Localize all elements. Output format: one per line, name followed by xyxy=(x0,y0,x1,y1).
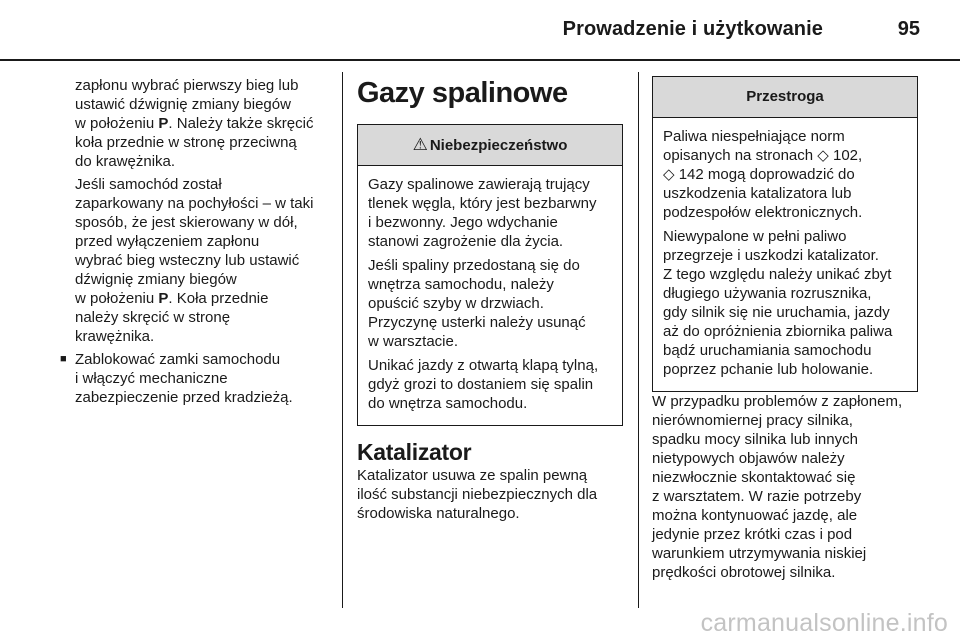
caution-box xyxy=(652,76,918,392)
watermark: carmanualsonline.info xyxy=(700,609,948,637)
caution-para-1: Paliwa niespełniające norm opisanych na stronach ◇ 102, ◇ 142 mogą doprowadzić do uszkodzenia katalizatora lub podzespołów elektronicznych. xyxy=(663,128,863,221)
column-2 xyxy=(357,76,623,523)
caution-box-body xyxy=(653,118,917,391)
danger-para-2: Jeśli spaliny przedostaną się do wnętrza samochodu, należy opuścić szyby w drzwiach. Przyczynę usterki należy usunąć w warsztacie. xyxy=(368,257,586,350)
page-ref-icon: ◇ xyxy=(817,147,829,164)
warning-triangle-icon: ⚠ xyxy=(412,135,428,154)
paragraph-reverse-gear: Jeśli samochód został zaparkowany na pochyłości – w taki sposób, że jest skierowany w dół, przed wyłączeniem zapłonu wybrać bieg wsteczny lub ustawić dźwignię zmiany biegów w położeniu P. Koła przednie należy skręcić w stronę krawężnika. xyxy=(75,176,314,345)
danger-box-header: ⚠ Niebezpieczeństwo xyxy=(358,125,622,166)
column-divider-left xyxy=(342,72,343,608)
danger-para-3: Unikać jazdy z otwartą klapą tylną, gdyż grozi to dostaniem się spalin do wnętrza samochodu. xyxy=(368,357,599,412)
section-title-exhaust: Gazy spalinowe xyxy=(357,77,568,109)
page-header-title: Prowadzenie i użytkowanie xyxy=(562,18,823,40)
paragraph-gear-downhill: zapłonu wybrać pierwszy bieg lub ustawić dźwignię zmiany biegów w położeniu P. Należy także skręcić koła przednie w stronę przeciwną do krawężnika. xyxy=(75,77,314,170)
caution-box-header: Przestroga xyxy=(653,77,917,118)
bullet-square-icon: ■ xyxy=(60,353,67,365)
column-1 xyxy=(60,76,333,407)
catalyst-body: Katalizator usuwa ze spalin pewną ilość substancji niebezpiecznych dla środowiska naturalnego. xyxy=(357,467,598,522)
danger-box xyxy=(357,124,623,426)
header-divider xyxy=(0,59,960,61)
page-ref-link[interactable]: 102, xyxy=(832,147,863,164)
danger-para-1: Gazy spalinowe zawierają trujący tlenek węgla, który jest bezbarwny i bezwonny. Jego wdychanie stanowi zagrożenie dla życia. xyxy=(368,176,597,250)
page-ref-link[interactable]: 142 xyxy=(678,166,704,183)
list-item-lock-car: ■ Zablokować zamki samochodu i włączyć mechaniczne zabezpieczenie przed kradzieżą. xyxy=(60,351,293,406)
gear-p-label: P xyxy=(158,115,169,132)
column-divider-right xyxy=(638,72,639,608)
page-number: 95 xyxy=(897,18,920,40)
gear-p-label: P xyxy=(158,290,169,307)
caution-para-2: Niewypalone w pełni paliwo przegrzeje i uszkodzi katalizator. Z tego względu należy unikać zbyt długiego używania rozrusznika, gdy silnik się nie uruchamia, jazdy aż do opróżnienia zbiornika paliwa bądź uruchamiania samochodu poprzez pchanie lub holowanie. xyxy=(663,228,893,378)
section-title-catalyst: Katalizator xyxy=(357,439,472,465)
ignition-problems-body: W przypadku problemów z zapłonem, nierównomiernej pracy silnika, spadku mocy silnika lub innych nietypowych objawów należy niezwłocznie skontaktować się z warsztatem. W razie potrzeby można kontynuować jazdę, ale jedynie przez krótki czas i pod warunkiem utrzymywania niskiej prędkości obrotowej silnika. xyxy=(652,393,903,581)
column-3 xyxy=(652,76,918,582)
page-ref-icon: ◇ xyxy=(663,166,675,183)
danger-box-body xyxy=(358,166,622,425)
